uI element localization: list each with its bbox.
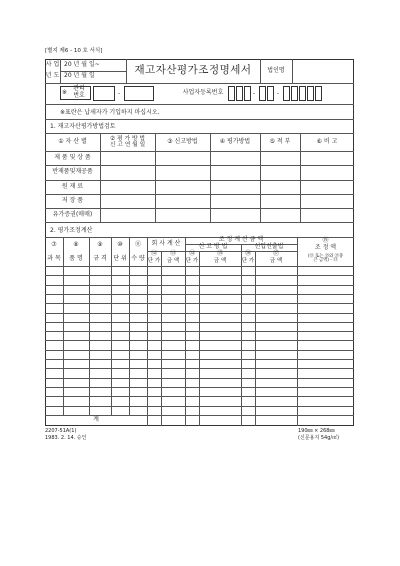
s2-amount-label: 금 액: [166, 258, 180, 265]
s2-qty-label: 수 량: [131, 254, 145, 262]
s2-adjust-label: 조 정 액: [314, 244, 337, 252]
s2-amount-label: 금 액: [213, 258, 227, 265]
s2-col-14: ⑭: [188, 250, 195, 258]
footer-code: 2207-51A(1): [45, 428, 77, 434]
s2-col-11: ⑪: [134, 240, 141, 248]
s2-col-10: ⑩: [117, 240, 123, 248]
s1-row-label: 제 품 및 상 품: [54, 153, 91, 161]
s2-col-9: ⑨: [97, 240, 103, 248]
period-to: 20 년 월 일: [64, 72, 95, 80]
s2-col-13: ⑬: [169, 250, 176, 258]
biz-reg-digit[interactable]: [236, 86, 243, 101]
mgmt-number-field-1[interactable]: [93, 86, 115, 101]
s1-header-asset: ① 자 산 별: [58, 137, 87, 145]
footer-date: 1983. 2. 14. 승인: [45, 435, 87, 441]
s2-col-16: ⑯: [244, 250, 251, 258]
s2-col-8: ⑧: [73, 240, 79, 248]
s1-row-label: 저 장 품: [61, 196, 84, 204]
s2-adjusted-header: 조 정 계 산 금 액: [218, 236, 264, 244]
biz-reg-digit[interactable]: [228, 86, 235, 101]
s2-reported-header: 신 고 방 법: [198, 243, 228, 251]
s1-header-evaluated: ④ 평가방법: [219, 137, 251, 145]
s2-col-7: ⑦: [51, 240, 57, 248]
s2-col-12: ⑫: [150, 250, 157, 258]
s2-amount-label: 금 액: [269, 258, 283, 265]
s2-fifo-header: 선입선출법: [254, 243, 284, 251]
mgmt-dash: -: [118, 90, 121, 97]
year-label-top: 사 업: [45, 61, 60, 69]
s2-unit-price-label: 단 가: [241, 258, 255, 265]
mgmt-mark: ※: [61, 88, 68, 96]
s2-unit-price-label: 단 가: [147, 258, 161, 265]
s1-header-method-date-text: ② 평 가 방 법 신 고 연 월 일: [109, 135, 146, 148]
biz-reg-digit[interactable]: [315, 86, 322, 101]
mgmt-number-field-2[interactable]: [124, 86, 154, 101]
biz-reg-digit[interactable]: [299, 86, 306, 101]
biz-reg-digit[interactable]: [244, 86, 251, 101]
s2-unit-price-label: 단 가: [185, 258, 199, 265]
biz-reg-digit[interactable]: [267, 86, 274, 101]
s1-row-label: 유가증권(매매): [52, 210, 93, 218]
s2-books-header: 회 사 계 산: [151, 239, 181, 247]
footer-size: 190㎜ × 268㎜: [298, 428, 335, 434]
s1-header-reported: ③ 신고방법: [167, 137, 198, 145]
biz-reg-digit[interactable]: [291, 86, 298, 101]
biz-reg-dash: -: [253, 90, 256, 97]
s1-header-suitable: ⑤ 적 부: [269, 137, 291, 145]
instruction-note: ※표란은 납세자가 기입하지 마십시오.: [60, 109, 160, 116]
footer-paper: (신문용지 54g/㎡): [298, 435, 340, 441]
s1-row-label: 원 재 료: [61, 182, 84, 190]
period-from: 20 년 월 일~: [64, 61, 100, 69]
mgmt-label-top: 관리: [73, 85, 85, 93]
biz-reg-digit[interactable]: [283, 86, 290, 101]
section1-title: 1. 재고자산평가방법검토: [50, 123, 116, 130]
biz-reg-digit[interactable]: [259, 86, 266, 101]
corp-name-label: 법인명: [267, 66, 285, 74]
s2-col-15: ⑮: [216, 250, 223, 258]
s1-header-remarks: ⑥ 비 고: [316, 137, 338, 145]
corp-name-field[interactable]: [293, 60, 353, 82]
s2-total-label: 계: [93, 416, 99, 424]
mgmt-label-bottom: 번호: [73, 92, 85, 100]
s2-col-17: ⑰: [272, 250, 279, 258]
s2-class-label: 과 목: [47, 254, 61, 262]
s2-unit-label: 단 위: [113, 254, 127, 262]
s1-header-method-date: [100, 133, 155, 151]
biz-reg-label: 사업자등록번호: [182, 88, 224, 96]
biz-reg-digit[interactable]: [307, 86, 314, 101]
s2-spec-label: 규 격: [93, 254, 107, 262]
s2-adjust-formula: [297, 252, 354, 266]
s2-adjust-formula-text: (⑮ 또는 ⑮와 ⑰중 큰 금액) - ⑬: [307, 253, 344, 263]
page-title: 재고자산평가조정명세서: [134, 64, 252, 77]
year-label-bottom: 년 도: [45, 72, 60, 80]
section2-title: 2. 평가조정계산: [50, 227, 93, 234]
biz-reg-dash: -: [277, 90, 280, 97]
s1-row-label: 반제품및재공품: [52, 168, 93, 176]
form-id: [별지 제6 - 10 호 서식]: [45, 48, 103, 54]
s2-col-19: ⑲: [322, 237, 329, 245]
s2-item-label: 품 명: [69, 254, 83, 262]
